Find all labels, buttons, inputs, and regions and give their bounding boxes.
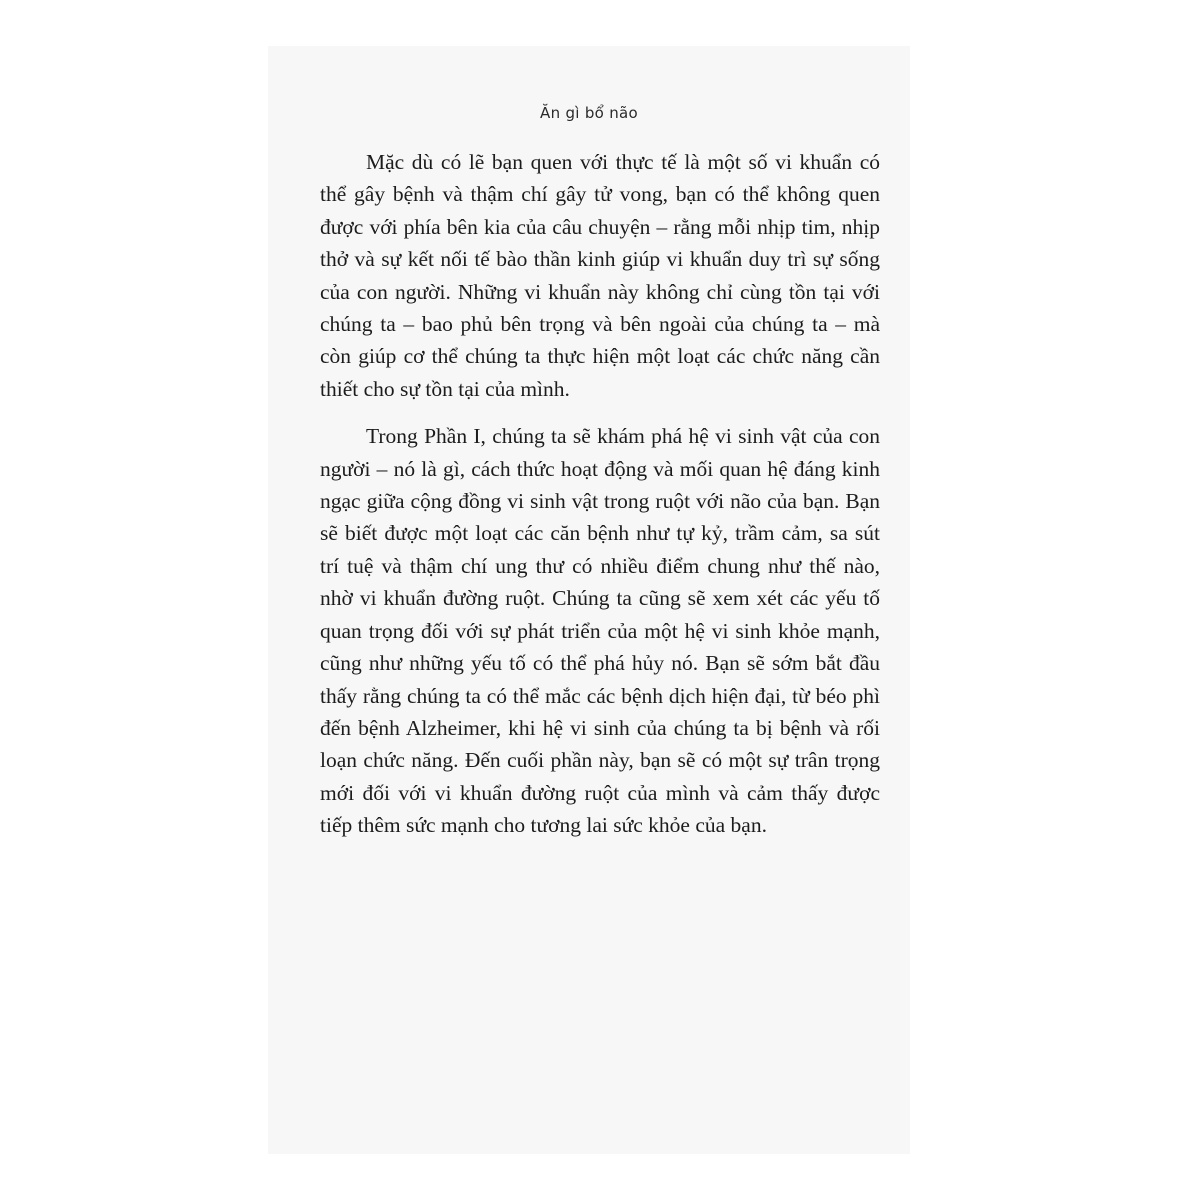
paragraph-1: Mặc dù có lẽ bạn quen với thực tế là một số vi khuẩn có thể gây bệnh và thậm chí gây tử vong, bạn có thể không quen được với phía bên kia của câu chuyện – rằng mỗi nhịp tim, nhịp thở và sự kết nối tế bào thần kinh giúp vi khuẩn duy trì sự sống của con người. Những vi khuẩn này không chỉ cùng tồn tại với chúng ta – bao phủ bên trọng và bên ngoài của chúng ta – mà còn giúp cơ thể chúng ta thực hiện một loạt các chức năng cần thiết cho sự tồn tại của mình. xyxy=(320,150,880,401)
body-text xyxy=(320,146,880,842)
paragraph-2: Trong Phần I, chúng ta sẽ khám phá hệ vi sinh vật của con người – nó là gì, cách thức hoạt động và mối quan hệ đáng kinh ngạc giữa cộng đồng vi sinh vật trong ruột với não của bạn. Bạn sẽ biết được một loạt các căn bệnh như tự kỷ, trầm cảm, sa sút trí tuệ và thậm chí ung thư có nhiều điểm chung như thế nào, nhờ vi khuẩn đường ruột. Chúng ta cũng sẽ xem xét các yếu tố quan trọng đối với sự phát triển của một hệ vi sinh khỏe mạnh, cũng như những yếu tố có thể phá hủy nó. Bạn sẽ sớm bắt đầu thấy rằng chúng ta có thể mắc các bệnh dịch hiện đại, từ béo phì đến bệnh Alzheimer, khi hệ vi sinh của chúng ta bị bệnh và rối loạn chức năng. Đến cuối phần này, bạn sẽ có một sự trân trọng mới đối với vi khuẩn đường ruột của mình và cảm thấy được tiếp thêm sức mạnh cho tương lai sức khỏe của bạn. xyxy=(320,424,880,838)
book-page xyxy=(268,46,910,1154)
running-header: Ăn gì bổ não xyxy=(540,104,638,122)
